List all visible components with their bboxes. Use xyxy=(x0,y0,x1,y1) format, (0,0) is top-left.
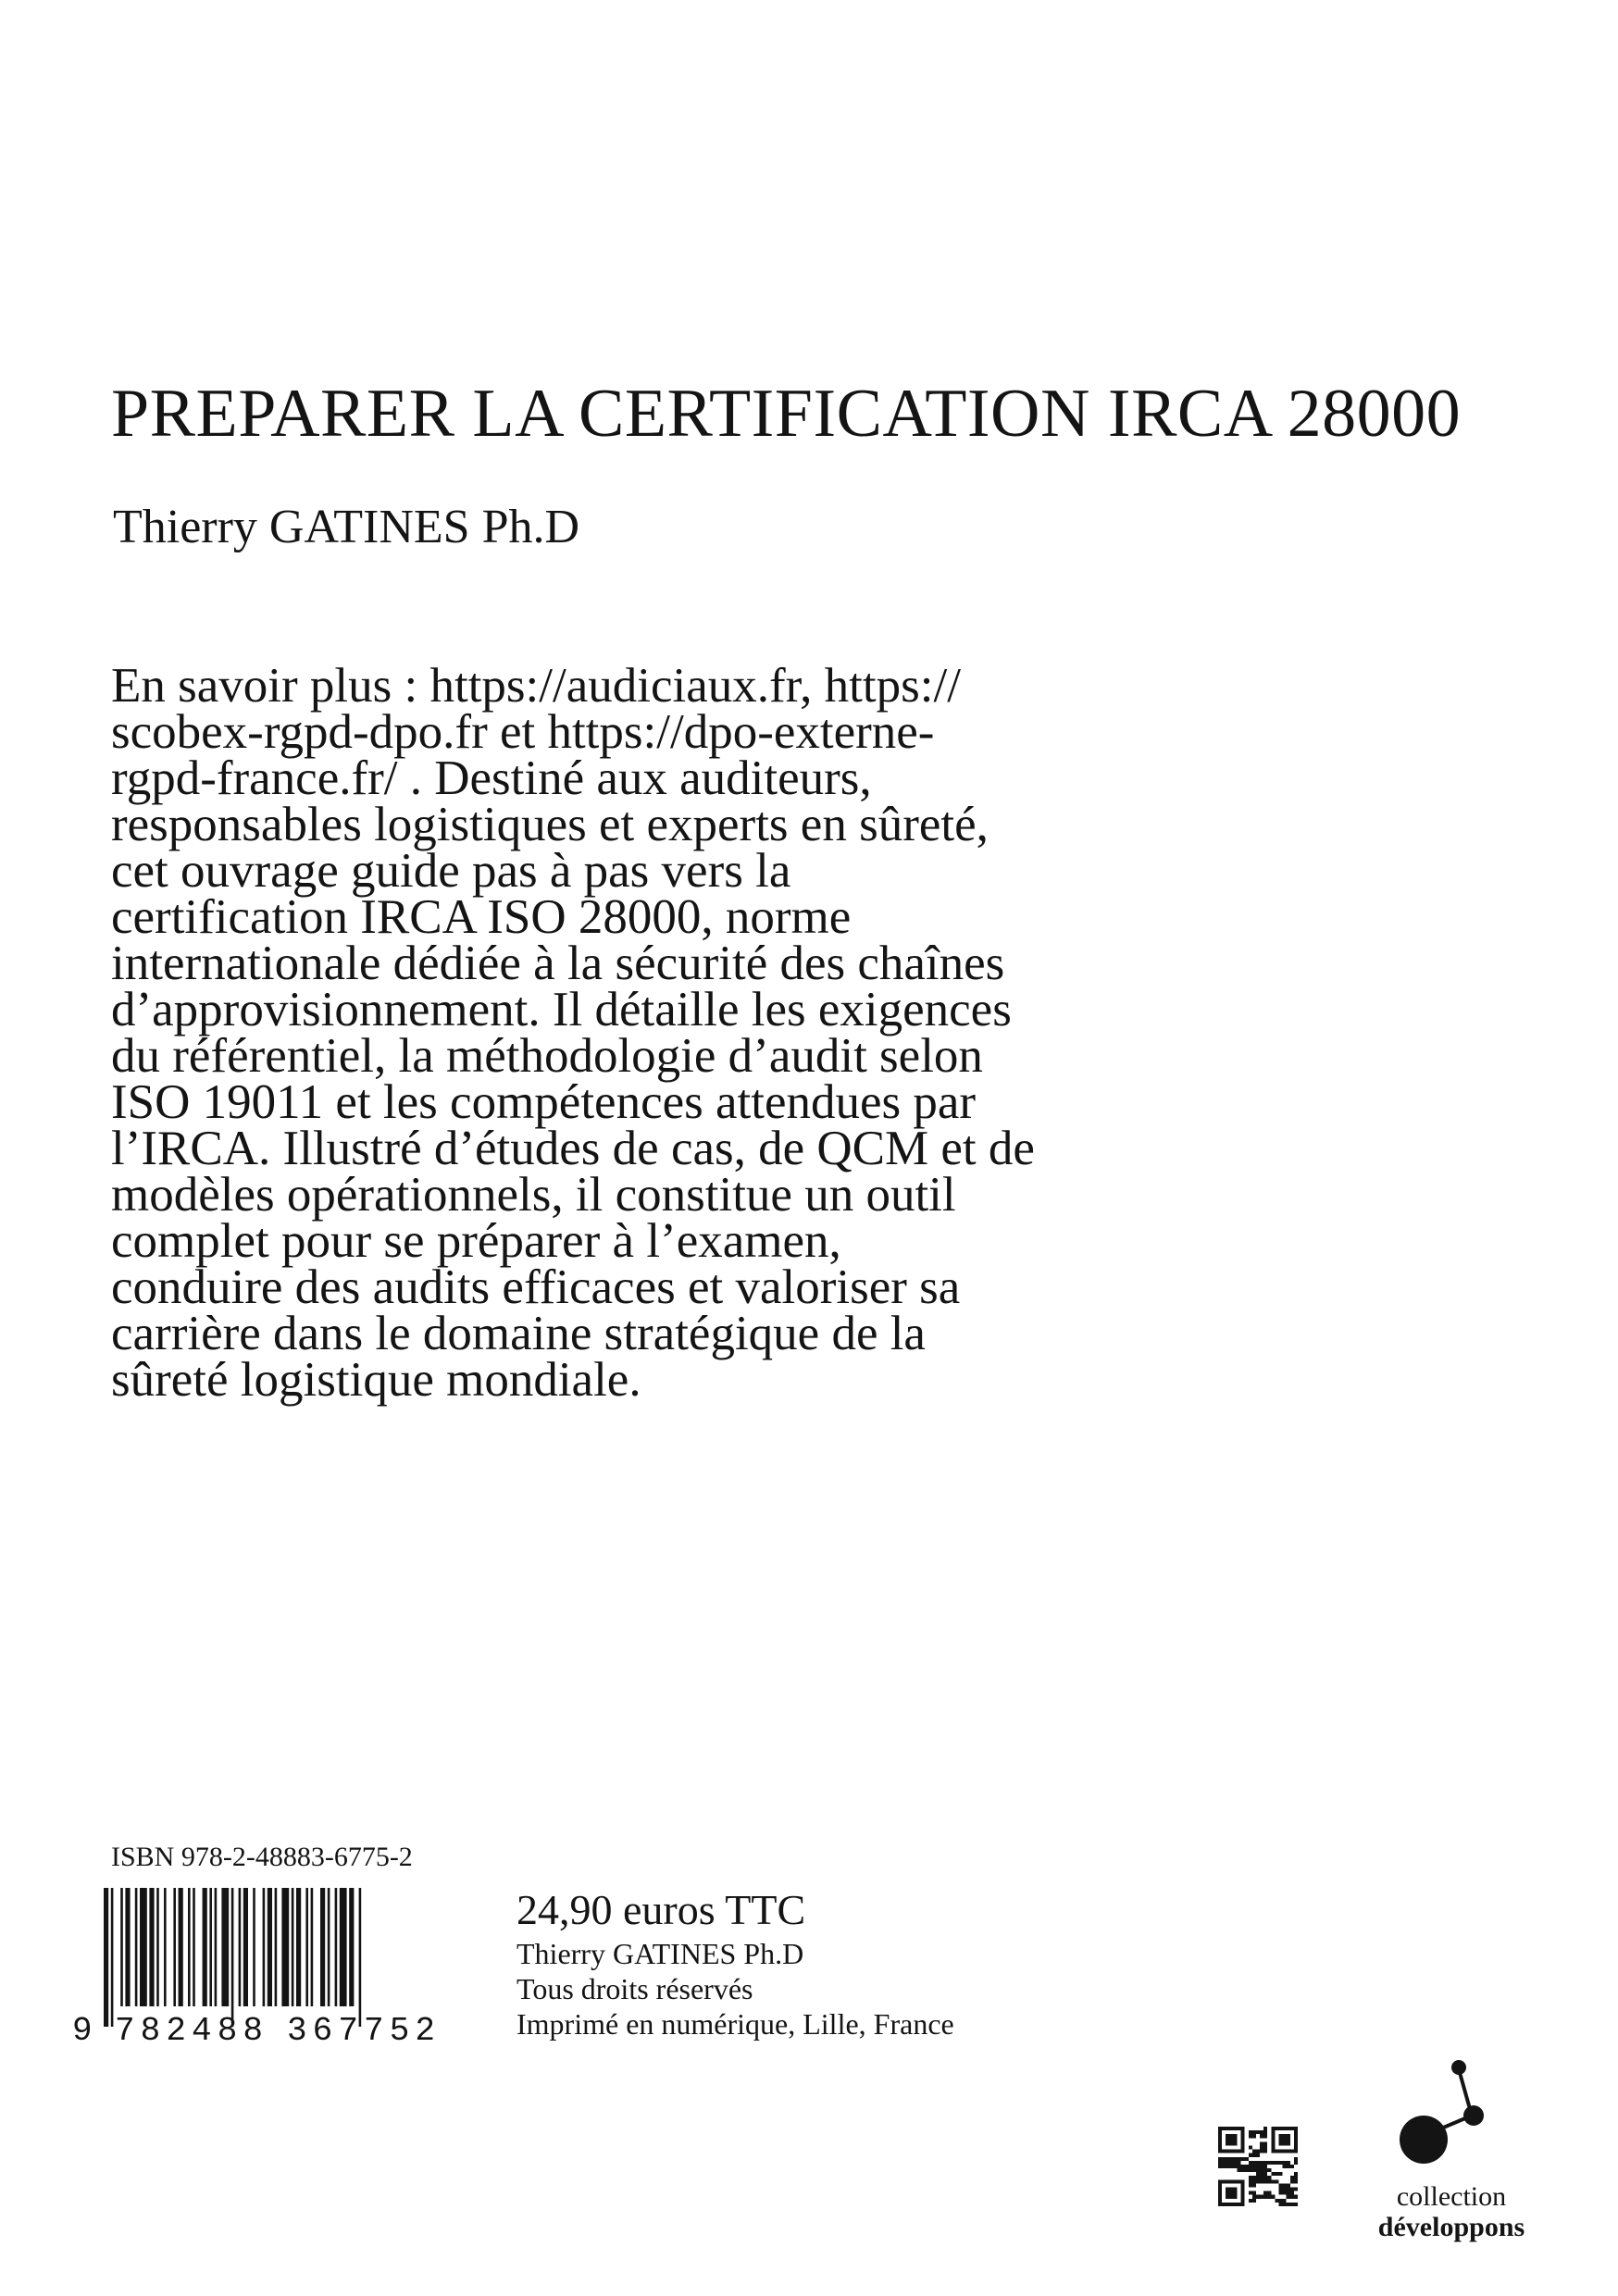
barcode-bar xyxy=(263,1888,266,2006)
price: 24,90 euros TTC xyxy=(517,1886,806,1933)
barcode-bar xyxy=(311,1888,314,2006)
price-block xyxy=(517,1884,954,2042)
barcode-bar xyxy=(349,1888,354,2006)
barcode-bar xyxy=(335,1888,338,2006)
blurb-line: conduire des audits efficaces et valoriser sa xyxy=(111,1260,961,1314)
blurb-line: internationale dédiée à la sécurité des chaînes xyxy=(111,937,1005,990)
collection-label: collection xyxy=(1396,2181,1507,2212)
isbn-barcode xyxy=(67,1888,455,2045)
barcode-left-digits: 782488 xyxy=(115,2012,263,2045)
barcode-bar xyxy=(188,1888,191,2006)
barcode-bar xyxy=(305,1888,308,2006)
barcode-bar xyxy=(104,1888,108,2027)
blurb-line: cet ouvrage guide pas à pas vers la xyxy=(111,844,791,898)
barcode-right-digits: 367752 xyxy=(287,2012,435,2045)
barcode-bar xyxy=(281,1888,289,2006)
blurb-line: scobex-rgpd-dpo.fr et https://dpo-externe- xyxy=(111,705,935,759)
barcode-bar xyxy=(173,1888,176,2006)
blurb-line: carrière dans le domaine stratégique de la xyxy=(111,1307,926,1360)
barcode-bar xyxy=(179,1888,183,2006)
barcode-bar xyxy=(193,1888,195,2006)
barcode-bar xyxy=(359,1888,362,2027)
barcode-bar xyxy=(340,1888,347,2006)
barcode-bar xyxy=(215,1888,218,2006)
barcode-bar xyxy=(111,1888,114,2027)
isbn-label: ISBN 978-2-48883-6775-2 xyxy=(111,1842,413,1872)
barcode-bar xyxy=(275,1888,278,2006)
publisher-author: Thierry GATINES Ph.D xyxy=(517,1937,804,1970)
collection-logo-icon xyxy=(1368,2043,1516,2182)
barcode-bar xyxy=(149,1888,154,2006)
barcode-bar xyxy=(164,1888,167,2006)
barcode-bar xyxy=(125,1888,130,2006)
collection-title: développons xyxy=(1377,2212,1525,2242)
print-location: Imprimé en numérique, Lille, France xyxy=(517,2007,954,2041)
barcode-bar xyxy=(231,1888,234,2027)
blurb-line: rgpd-france.fr/ . Destiné aux auditeurs, xyxy=(111,751,872,805)
blurb-line: complet pour se préparer à l’examen, xyxy=(111,1214,841,1268)
barcode-bar xyxy=(203,1888,207,2006)
blurb-line: du référentiel, la méthodologie d’audit selon xyxy=(111,1029,983,1083)
blurb-line: modèles opérationnels, il constitue un outil xyxy=(111,1168,956,1222)
blurb-line: sûreté logistique mondiale. xyxy=(111,1353,641,1407)
barcode-bar xyxy=(292,1888,294,2006)
blurb-line: l’IRCA. Illustré d’études de cas, de QCM et de xyxy=(111,1122,1035,1175)
book-title: PREPARER LA CERTIFICATION IRCA 28000 xyxy=(111,376,1462,452)
collection-name xyxy=(1359,2182,1544,2243)
barcode-bar xyxy=(140,1888,147,2006)
qr-code-icon xyxy=(1218,2127,1298,2206)
barcode-bar xyxy=(243,1888,248,2006)
barcode-bar xyxy=(156,1888,159,2006)
barcode-bar xyxy=(221,1888,229,2006)
barcode-bar xyxy=(239,1888,242,2006)
blurb-line: d’approvisionnement. Il détaille les exigences xyxy=(111,983,1012,1036)
blurb-line: ISO 19011 et les compétences attendues par xyxy=(111,1075,977,1129)
book-blurb xyxy=(111,659,1277,1407)
blurb-line: responsables logistiques et experts en sûreté, xyxy=(111,798,989,851)
barcode-bar xyxy=(320,1888,325,2006)
barcode-bar xyxy=(296,1888,301,2006)
barcode-bar xyxy=(328,1888,330,2006)
barcode-bar xyxy=(253,1888,255,2006)
barcode-bar xyxy=(120,1888,123,2006)
rights-notice: Tous droits réservés xyxy=(517,1972,753,2005)
barcode-first-digit: 9 xyxy=(72,2012,93,2045)
barcode-bar xyxy=(209,1888,212,2006)
barcode-bar xyxy=(268,1888,272,2006)
book-author: Thierry GATINES Ph.D xyxy=(113,501,580,553)
blurb-line: En savoir plus : https://audiciaux.fr, https:// xyxy=(111,659,961,713)
blurb-line: certification IRCA ISO 28000, norme xyxy=(111,890,852,944)
barcode-bar xyxy=(135,1888,138,2006)
